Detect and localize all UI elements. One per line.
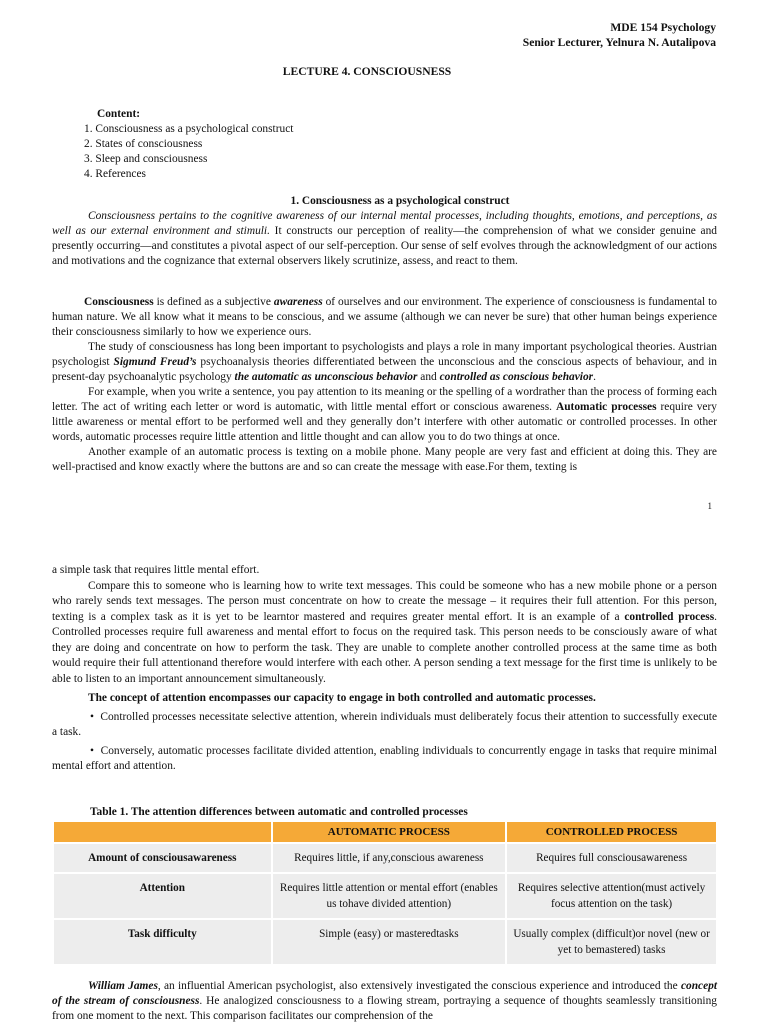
table-row-label: Attention [53, 873, 272, 919]
table-cell: Requires little attention or mental effort (enables us tohave divided attention) [272, 873, 507, 919]
awareness-term: awareness [273, 296, 323, 308]
document-header [523, 20, 716, 50]
table-cell: Usually complex (difficult)or novel (new or yet to bemastered) tasks [506, 919, 717, 965]
table-row [53, 873, 717, 919]
paragraph-block-2: a simple task that requires little mental effort. Compare this to someone who is learning how to write text messages. This could be someone who has a new mobile phone or a person who rarely sends text messages. The person must concentrate on how to create the message – it requires their full attention. For this person, texting is a complex task as it is yet to be learntor mastered and requires greater mental effort. It is an example of a controlled process. Controlled processes require full awareness and mental effort to focus on the required task. This person needs to be consciously aware of what they are doing and concentrate on how to perform the task. They are unable to complete another controlled process at the same time as both would require their full attentionand therefore would interfere with each other. A person sending a text message for the first time is unlikely to be able to listen to an important announcement simultaneously. The concept of attention encompasses our capacity to engage in both controlled and automatic processes. • Controlled processes necessitate selective attention, wherein individuals must deliberately focus their attention to successfully execute a task. • Conversely, automatic processes facilitate divided attention, enabling individuals to concurrently engage in tasks that require minimal mental effort and attention. [52, 563, 717, 775]
table-header-row [53, 821, 717, 843]
bullet-item: • Controlled processes necessitate selective attention, wherein individuals must deliberately focus their attention to successfully execute a task. [52, 710, 717, 738]
definition-italic: Consciousness pertains to the cognitive awareness of our internal mental processes, including thoughts, emotions, and perceptions, as well as our external environment and stimuli. [52, 210, 717, 237]
contents-list [84, 107, 293, 182]
table-caption: Table 1. The attention differences between automatic and controlled processes [90, 806, 468, 818]
table-header-automatic: AUTOMATIC PROCESS [272, 821, 507, 843]
lecturer-name: Senior Lecturer, Yelnura N. Autalipova [522, 36, 716, 49]
continued-text: a simple task that requires little mental effort. [52, 564, 260, 576]
page-number: 1 [707, 501, 712, 511]
consciousness-term: Consciousness [84, 296, 154, 308]
paragraph-william-james: William James, an influential American psychologist, also extensively investigated the conscious experience and introduced the concept of the stream of consciousness. He analogized consciousness to a flowing stream, portraying a sequence of thoughts seamlessly transitioning from one moment to the next. This comparison facilitates our comprehension of the [52, 980, 717, 1022]
paragraph-definition [52, 209, 717, 269]
freud-name: Sigmund Freud’s [113, 356, 197, 368]
page-break [0, 512, 768, 557]
table-cell: Simple (easy) or masteredtasks [272, 919, 507, 965]
section-title: 1. Consciousness as a psychological construct [290, 195, 510, 207]
table-cell: Requires selective attention(must actively focus attention on the task) [506, 873, 717, 919]
definition-text: It constructs our perception of reality—the comprehension of what we consider genuine and presently occurring—and constitutes a pivotal aspect of our self-perception. Our sense of self evolves through the acknowledgment of our actions and motivations and the cognizance that external observers likely scrutinize, assess, and react to them. [52, 225, 717, 267]
bullet-item: • Conversely, automatic processes facilitate divided attention, enabling individuals to concurrently engage in tasks that require minimal mental effort and attention. [52, 744, 717, 772]
contents-item: 2. States of consciousness [84, 138, 203, 150]
table-cell: Requires little, if any,conscious awareness [272, 843, 507, 873]
table-row [53, 919, 717, 965]
stream-of-consciousness-term: concept of the stream of consciousness [52, 980, 717, 1007]
course-code: MDE 154 Psychology [610, 21, 716, 34]
controlled-process-term: controlled process [624, 610, 715, 623]
lecture-title: LECTURE 4. CONSCIOUSNESS [282, 65, 452, 78]
texting-paragraph: Another example of an automatic process is texting on a mobile phone. Many people are very fast and efficient at doing this. They are well-practised and know exactly where the buttons are and so can create the message with ease.For them, texting is [52, 446, 717, 473]
attention-table [52, 820, 718, 966]
contents-item: 3. Sleep and consciousness [84, 153, 208, 165]
contents-item: 1. Consciousness as a psychological construct [84, 123, 294, 135]
attention-concept: The concept of attention encompasses our capacity to engage in both controlled and automatic processes. [88, 692, 596, 704]
table-row-label: Amount of consciousawareness [53, 843, 272, 873]
automatic-processes-term: Automatic processes [555, 401, 657, 413]
william-james-name: William James [88, 980, 158, 992]
table-cell: Requires full consciousawareness [506, 843, 717, 873]
table-row [53, 843, 717, 873]
table-header-controlled: CONTROLLED PROCESS [506, 821, 717, 843]
contents-title: Content: [97, 108, 141, 120]
table-row-label: Task difficulty [53, 919, 272, 965]
table-header-empty [53, 821, 272, 843]
contents-item: 4. References [84, 168, 146, 180]
paragraph-block-1: Consciousness is defined as a subjective awareness of ourselves and our environment. The experience of consciousness is fundamental to human nature. We all know what it means to be conscious, and we assume (although we can never be sure) that other human beings experience their consciousness similarly to how we experience ours. The study of consciousness has long been important to psychologists and plays a role in many important psychological theories. Austrian psychologist Sigmund Freud’s psychoanalysis theories differentiated between the unconscious and the conscious aspects of behaviour, and in present-day psychoanalytic psychology the automatic as unconscious behavior and controlled as conscious behavior. For example, when you write a sentence, you pay attention to its meaning or the spelling of a wordrather than the process of forming each letter. The act of writing each letter or word is automatic, with little mental effort or conscious awareness. Automatic processes require very little awareness or mental effort to be performed well and they generally don’t interfere with other automatic or controlled processes. In other words, automatic processes require little attention and little thought and can allow you to do two things at once. Another example of an automatic process is texting on a mobile phone. Many people are very fast and efficient at doing this. They are well-practised and know exactly where the buttons are and so can create the message with ease.For them, texting is [52, 296, 718, 473]
